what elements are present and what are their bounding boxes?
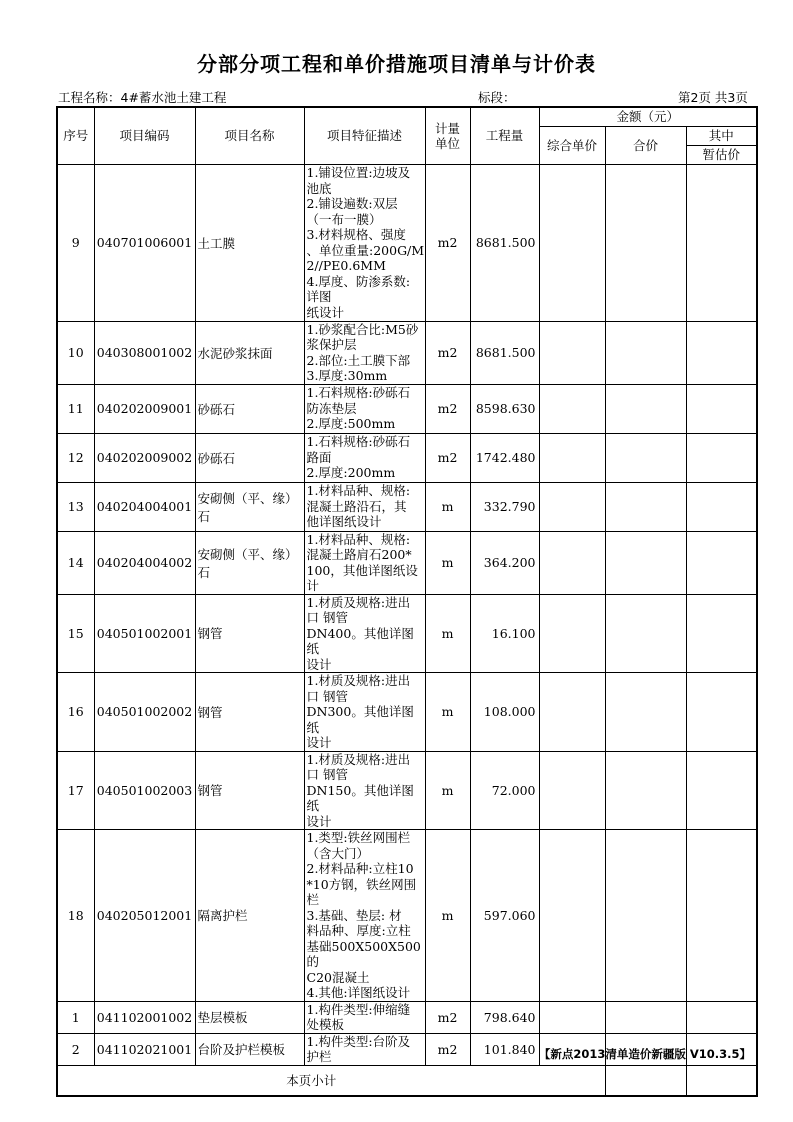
row-total (605, 433, 686, 482)
row-name: 安砌侧（平、缘）石 (195, 482, 304, 531)
row-name: 钢管 (195, 673, 304, 752)
table-row (57, 433, 757, 482)
row-unit: m (425, 830, 470, 1002)
row-seq: 15 (57, 594, 94, 673)
row-code: 040501002002 (94, 673, 195, 752)
row-seq: 14 (57, 531, 94, 594)
row-provisional (686, 482, 757, 531)
header-seq: 序号 (57, 107, 94, 164)
row-code: 040204004001 (94, 482, 195, 531)
row-provisional (686, 830, 757, 1002)
row-total (605, 321, 686, 384)
row-unit: m2 (425, 384, 470, 433)
row-name: 土工膜 (195, 164, 304, 321)
row-code: 040701006001 (94, 164, 195, 321)
header-amount: 金额（元） (539, 107, 757, 126)
row-feature: 1.材料品种、规格: 混凝土路沿石，其 他详图纸设计 (304, 482, 425, 531)
row-unit: m2 (425, 1001, 470, 1033)
row-provisional (686, 1001, 757, 1033)
row-code: 040501002001 (94, 594, 195, 673)
row-total (605, 594, 686, 673)
row-name: 隔离护栏 (195, 830, 304, 1002)
software-footer: 【新点2013清单造价新疆版 V10.3.5】 (538, 1047, 751, 1061)
row-total (605, 482, 686, 531)
row-qty: 16.100 (470, 594, 539, 673)
row-total (605, 164, 686, 321)
row-unit-price (539, 830, 605, 1002)
row-code: 040308001002 (94, 321, 195, 384)
row-qty: 8598.630 (470, 384, 539, 433)
header-total: 合价 (605, 126, 686, 164)
row-total (605, 751, 686, 830)
row-feature: 1.石料规格:砂砾石 路面 2.厚度:200mm (304, 433, 425, 482)
row-provisional (686, 594, 757, 673)
table-row (57, 384, 757, 433)
table-row (57, 1001, 757, 1033)
row-seq: 2 (57, 1033, 94, 1065)
row-feature: 1.材质及规格:进出 口 钢管 DN400。其他详图纸 设计 (304, 594, 425, 673)
row-unit-price (539, 531, 605, 594)
row-unit: m (425, 482, 470, 531)
row-unit: m (425, 751, 470, 830)
row-provisional (686, 321, 757, 384)
row-seq: 9 (57, 164, 94, 321)
row-unit: m2 (425, 164, 470, 321)
table-row (57, 830, 757, 1002)
row-code: 040202009002 (94, 433, 195, 482)
row-provisional (686, 673, 757, 752)
row-unit-price (539, 594, 605, 673)
row-qty: 332.790 (470, 482, 539, 531)
section-label: 标段： (478, 90, 516, 105)
header-unit: 计量单位 (425, 107, 470, 164)
header-code: 项目编码 (94, 107, 195, 164)
row-name: 台阶及护栏模板 (195, 1033, 304, 1065)
header-feature: 项目特征描述 (304, 107, 425, 164)
row-total (605, 531, 686, 594)
row-name: 水泥砂浆抹面 (195, 321, 304, 384)
row-unit: m2 (425, 1033, 470, 1065)
page-title: 分部分项工程和单价措施项目清单与计价表 (197, 52, 596, 76)
project-name: 工程名称：4#蓄水池土建工程 (58, 90, 227, 105)
row-name: 砂砾石 (195, 384, 304, 433)
row-provisional (686, 384, 757, 433)
table-row (57, 482, 757, 531)
row-qty: 101.840 (470, 1033, 539, 1065)
row-code: 040501002003 (94, 751, 195, 830)
row-code: 040204004002 (94, 531, 195, 594)
row-feature: 1.铺设位置:边坡及 池底 2.铺设遍数:双层 （一布一膜） 3.材料规格、强度 、单位重量:200G/M 2//PE0.6MM 4.厚度、防渗系数: 详图 纸设计 (304, 164, 425, 321)
row-unit: m (425, 594, 470, 673)
row-name: 安砌侧（平、缘）石 (195, 531, 304, 594)
row-feature: 1.石料规格:砂砾石 防冻垫层 2.厚度:500mm (304, 384, 425, 433)
row-qty: 1742.480 (470, 433, 539, 482)
row-name: 钢管 (195, 594, 304, 673)
row-code: 041102001002 (94, 1001, 195, 1033)
header-of-which: 其中 (686, 126, 757, 145)
table-row (57, 594, 757, 673)
row-unit-price (539, 321, 605, 384)
bill-table (56, 106, 758, 1097)
row-qty: 72.000 (470, 751, 539, 830)
row-total (605, 1001, 686, 1033)
row-qty: 108.000 (470, 673, 539, 752)
row-unit-price (539, 482, 605, 531)
row-unit: m2 (425, 433, 470, 482)
row-unit-price (539, 1001, 605, 1033)
row-seq: 10 (57, 321, 94, 384)
table-row (57, 751, 757, 830)
row-qty: 8681.500 (470, 321, 539, 384)
row-provisional (686, 164, 757, 321)
subtotal-label: 本页小计 (57, 1065, 605, 1096)
row-total (605, 830, 686, 1002)
row-unit-price (539, 751, 605, 830)
row-name: 钢管 (195, 751, 304, 830)
page-number: 第2页 共3页 (678, 90, 748, 105)
row-seq: 18 (57, 830, 94, 1002)
row-feature: 1.构件类型:伸缩缝 处模板 (304, 1001, 425, 1033)
row-feature: 1.材料品种、规格: 混凝土路肩石200* 100，其他详图纸设 计 (304, 531, 425, 594)
row-unit: m2 (425, 321, 470, 384)
row-code: 040205012001 (94, 830, 195, 1002)
row-seq: 13 (57, 482, 94, 531)
row-qty: 364.200 (470, 531, 539, 594)
row-unit-price (539, 384, 605, 433)
table-row (57, 164, 757, 321)
row-seq: 1 (57, 1001, 94, 1033)
row-seq: 12 (57, 433, 94, 482)
row-code: 040202009001 (94, 384, 195, 433)
row-feature: 1.砂浆配合比:M5砂 浆保护层 2.部位:土工膜下部 3.厚度:30mm (304, 321, 425, 384)
row-qty: 798.640 (470, 1001, 539, 1033)
row-qty: 597.060 (470, 830, 539, 1002)
table-row (57, 321, 757, 384)
header-unit-price: 综合单价 (539, 126, 605, 164)
row-feature: 1.构件类型:台阶及 护栏 (304, 1033, 425, 1065)
subtotal-total (605, 1065, 686, 1096)
row-total (605, 673, 686, 752)
row-feature: 1.材质及规格:进出 口 钢管 DN300。其他详图纸 设计 (304, 673, 425, 752)
row-provisional (686, 433, 757, 482)
row-seq: 11 (57, 384, 94, 433)
table-row (57, 531, 757, 594)
row-name: 垫层模板 (195, 1001, 304, 1033)
header-name: 项目名称 (195, 107, 304, 164)
row-total (605, 384, 686, 433)
row-qty: 8681.500 (470, 164, 539, 321)
row-seq: 16 (57, 673, 94, 752)
subtotal-provisional (686, 1065, 757, 1096)
row-unit: m (425, 531, 470, 594)
row-feature: 1.材质及规格:进出 口 钢管 DN150。其他详图纸 设计 (304, 751, 425, 830)
row-name: 砂砾石 (195, 433, 304, 482)
row-seq: 17 (57, 751, 94, 830)
row-feature: 1.类型:铁丝网围栏 （含大门） 2.材料品种:立柱10 *10方钢，铁丝网围 栏 3.基础、垫层: 材 料品种、厚度:立柱 基础500X500X500的 C20混凝土 4.其他:详图纸设计 (304, 830, 425, 1002)
row-unit-price (539, 164, 605, 321)
row-provisional (686, 531, 757, 594)
row-provisional (686, 751, 757, 830)
row-unit-price (539, 433, 605, 482)
table-row (57, 673, 757, 752)
row-unit-price (539, 673, 605, 752)
row-unit: m (425, 673, 470, 752)
row-code: 041102021001 (94, 1033, 195, 1065)
header-qty: 工程量 (470, 107, 539, 164)
header-provisional: 暂估价 (686, 145, 757, 164)
